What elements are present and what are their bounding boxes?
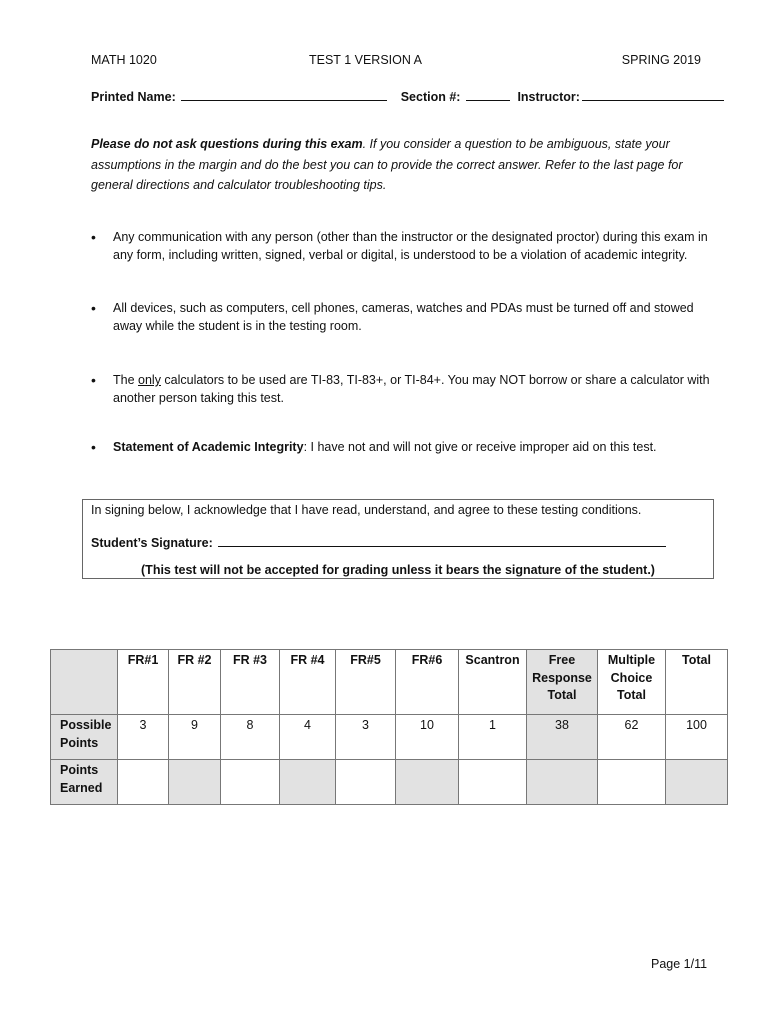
header-fr2: FR #2 <box>169 650 221 715</box>
course-code: MATH 1020 <box>91 53 157 67</box>
bullet-icon: • <box>91 372 96 388</box>
signature-requirement-note: (This test will not be accepted for grading unless it bears the signature of the student.) <box>141 563 655 577</box>
earned-fr5[interactable] <box>336 760 396 805</box>
possible-fr1: 3 <box>118 715 169 760</box>
earned-fr3[interactable] <box>221 760 280 805</box>
acknowledgement-text: In signing below, I acknowledge that I have read, understand, and agree to these testing conditions. <box>91 503 642 517</box>
earned-fr6[interactable] <box>396 760 459 805</box>
instructor-field[interactable] <box>582 88 724 101</box>
integrity-text: : I have not and will not give or receive improper aid on this test. <box>303 440 657 454</box>
term: SPRING 2019 <box>621 53 701 67</box>
bullet-icon: • <box>91 439 96 455</box>
signature-label: Student’s Signature: <box>91 536 213 550</box>
possible-points-label: Possible Points <box>51 715 118 760</box>
instructions-text: . If you consider a question to be ambiguous, state your assumptions in the margin and do the best you can to provide the correct answer. Refer to the last page for general directions and calculator troubleshooting tips. <box>91 137 683 192</box>
points-earned-label: Points Earned <box>51 760 118 805</box>
header-fr6: FR#6 <box>396 650 459 715</box>
rule-text-underlined: only <box>138 373 161 387</box>
instructions-emphasis: Please do not ask questions during this exam <box>91 137 363 151</box>
earned-multiple-choice-total[interactable] <box>598 760 666 805</box>
header-fr4: FR #4 <box>280 650 336 715</box>
header-scantron: Scantron <box>459 650 527 715</box>
points-earned-row <box>51 760 728 805</box>
section-label: Section #: <box>400 90 461 104</box>
exam-header <box>91 53 701 73</box>
possible-total: 100 <box>666 715 728 760</box>
earned-fr1[interactable] <box>118 760 169 805</box>
signature-field[interactable] <box>218 534 666 547</box>
table-corner-cell <box>51 650 118 715</box>
header-fr3: FR #3 <box>221 650 280 715</box>
instructor-label: Instructor: <box>517 90 580 104</box>
possible-multiple-choice-total: 62 <box>598 715 666 760</box>
header-fr5: FR#5 <box>336 650 396 715</box>
earned-fr2[interactable] <box>169 760 221 805</box>
header-total: Total <box>666 650 728 715</box>
possible-fr4: 4 <box>280 715 336 760</box>
rule-calculators <box>91 372 711 407</box>
header-multiple-choice-total: Multiple Choice Total <box>598 650 666 715</box>
earned-free-response-total[interactable] <box>527 760 598 805</box>
integrity-heading: Statement of Academic Integrity <box>113 440 304 454</box>
bullet-icon: • <box>91 229 96 245</box>
score-table-header-row <box>51 650 728 715</box>
rule-academic-integrity <box>91 439 657 457</box>
rule-text: All devices, such as computers, cell phones, cameras, watches and PDAs must be turned off and stowed away while the student is in the testing room. <box>113 301 694 333</box>
possible-fr2: 9 <box>169 715 221 760</box>
printed-name-label: Printed Name: <box>91 90 176 104</box>
section-field[interactable] <box>466 88 510 101</box>
rule-devices <box>91 300 711 335</box>
test-title: TEST 1 VERSION A <box>309 53 423 67</box>
possible-fr3: 8 <box>221 715 280 760</box>
earned-fr4[interactable] <box>280 760 336 805</box>
printed-name-field[interactable] <box>181 88 387 101</box>
header-free-response-total: Free Response Total <box>527 650 598 715</box>
header-fr1: FR#1 <box>118 650 169 715</box>
score-table <box>50 649 728 805</box>
rule-text-end: calculators to be used are TI-83, TI-83+, or TI-84+. You may NOT borrow or share a calculator with another person taking this test. <box>113 373 710 405</box>
page-number: Page 1/11 <box>651 957 708 971</box>
possible-fr5: 3 <box>336 715 396 760</box>
possible-free-response-total: 38 <box>527 715 598 760</box>
rule-text-start: The <box>113 373 139 387</box>
possible-scantron: 1 <box>459 715 527 760</box>
signature-box <box>82 499 714 579</box>
earned-scantron[interactable] <box>459 760 527 805</box>
rule-communication <box>91 229 711 264</box>
bullet-icon: • <box>91 300 96 316</box>
exam-instructions <box>91 134 711 196</box>
signature-row <box>91 534 666 550</box>
rule-text: Any communication with any person (other than the instructor or the designated proctor) during this exam in any form, including written, signed, verbal or digital, is understood to be a violation of academic integrity. <box>113 230 708 262</box>
earned-total[interactable] <box>666 760 728 805</box>
student-info-fields <box>91 88 711 104</box>
possible-fr6: 10 <box>396 715 459 760</box>
possible-points-row <box>51 715 728 760</box>
